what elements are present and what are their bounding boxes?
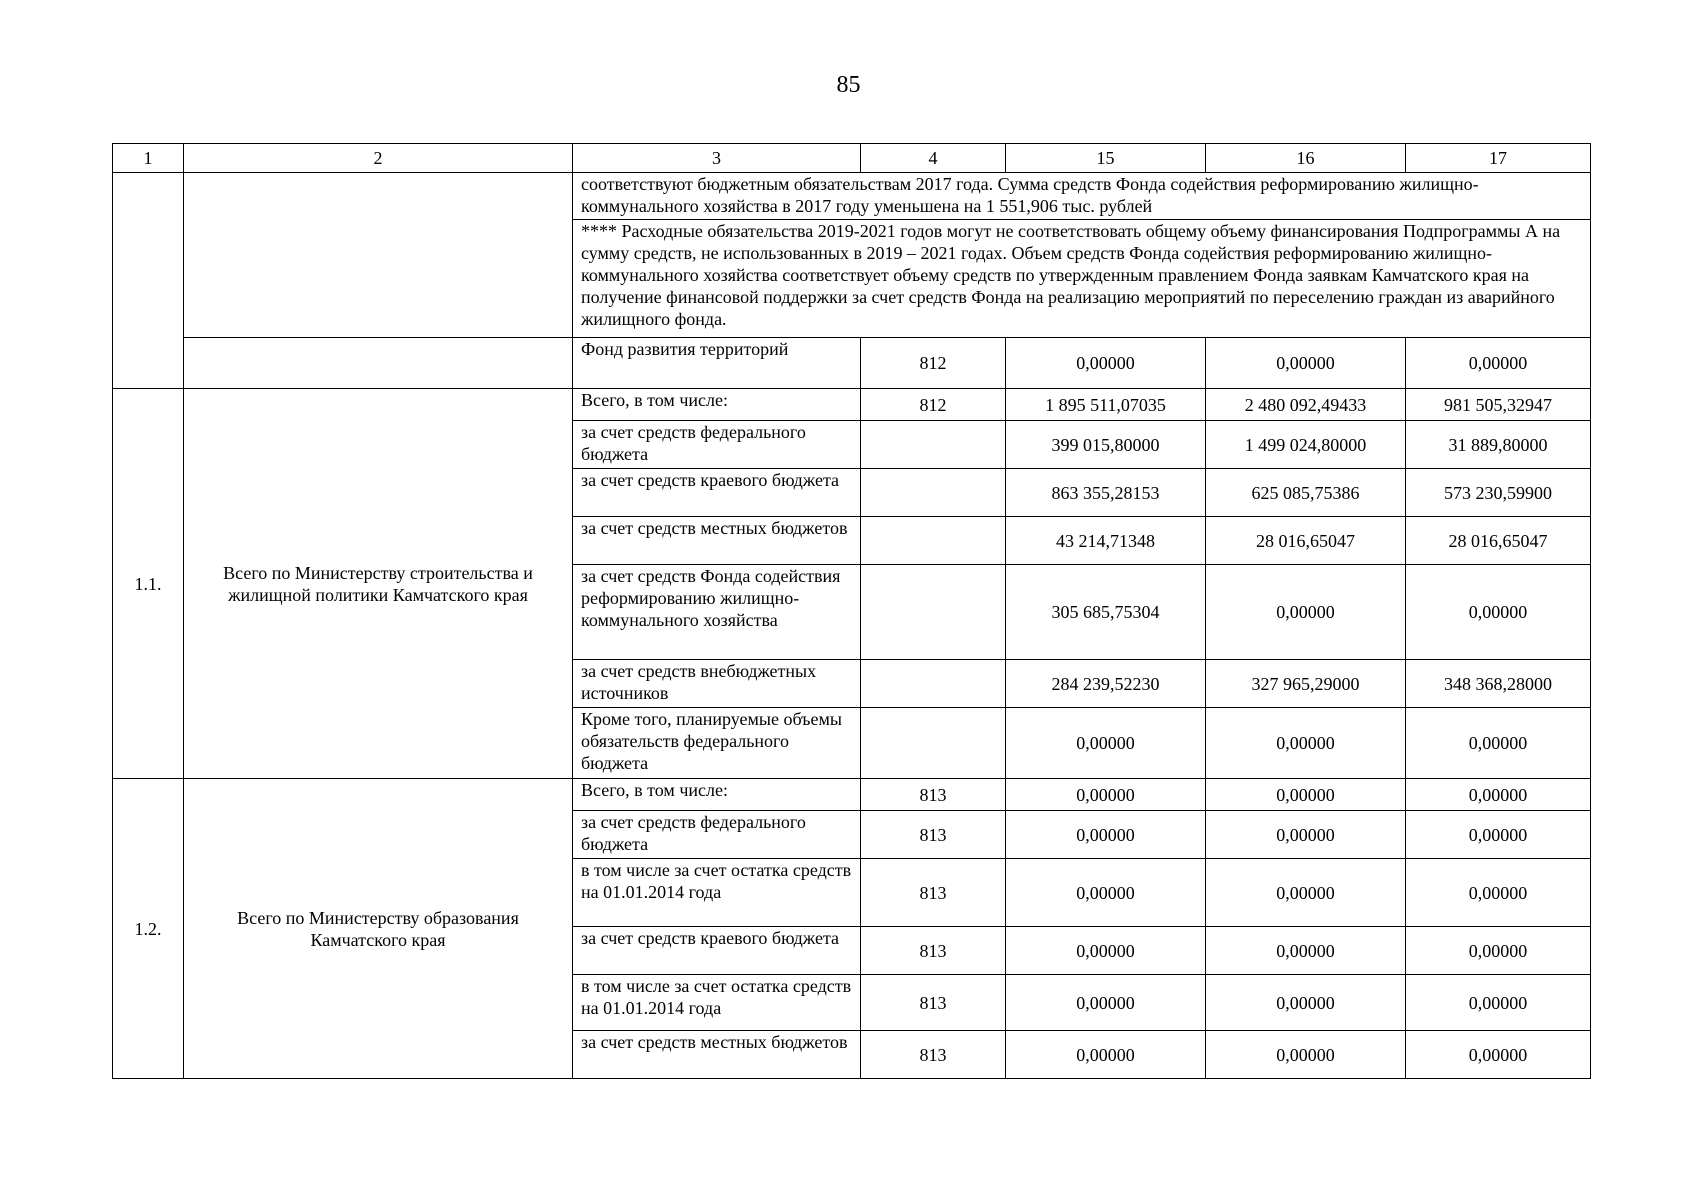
value-cell: 0,00000	[1206, 708, 1406, 779]
value-cell: 573 230,59900	[1406, 469, 1591, 517]
value-cell: 28 016,65047	[1206, 517, 1406, 565]
value-cell: 625 085,75386	[1206, 469, 1406, 517]
code-cell: 812	[861, 389, 1006, 421]
value-cell: 0,00000	[1206, 779, 1406, 811]
header-cell: 16	[1206, 144, 1406, 173]
row-label: в том числе за счет остатка средств на 01.01.2014 года	[573, 859, 861, 927]
row-label: Кроме того, планируемые объемы обязательств федерального бюджета	[573, 708, 861, 779]
value-cell: 43 214,71348	[1006, 517, 1206, 565]
value-cell: 0,00000	[1206, 975, 1406, 1031]
value-cell: 1 895 511,07035	[1006, 389, 1206, 421]
value-cell: 0,00000	[1206, 338, 1406, 389]
header-row	[113, 144, 1591, 173]
row-label: Всего, в том числе:	[573, 389, 861, 421]
value-cell: 981 505,32947	[1406, 389, 1591, 421]
code-cell: 813	[861, 1031, 1006, 1079]
value-cell: 0,00000	[1206, 1031, 1406, 1079]
value-cell: 0,00000	[1006, 338, 1206, 389]
header-cell: 3	[573, 144, 861, 173]
value-cell: 0,00000	[1406, 1031, 1591, 1079]
value-cell: 0,00000	[1006, 708, 1206, 779]
code-cell	[861, 421, 1006, 469]
code-cell: 813	[861, 927, 1006, 975]
code-cell: 813	[861, 811, 1006, 859]
value-cell: 0,00000	[1406, 811, 1591, 859]
value-cell: 348 368,28000	[1406, 660, 1591, 708]
code-cell: 813	[861, 859, 1006, 927]
fund-row	[113, 338, 1591, 389]
value-cell: 0,00000	[1206, 811, 1406, 859]
header-cell: 2	[184, 144, 573, 173]
code-cell	[861, 660, 1006, 708]
value-cell: 0,00000	[1406, 708, 1591, 779]
row-label: за счет средств местных бюджетов	[573, 517, 861, 565]
value-cell: 0,00000	[1206, 565, 1406, 660]
budget-table	[112, 143, 1591, 1079]
note-text: соответствуют бюджетным обязательствам 2017 года. Сумма средств Фонда содействия реформированию жилищно-коммунального хозяйства в 2017 году уменьшена на 1 551,906 тыс. рублей	[573, 173, 1591, 220]
value-cell: 0,00000	[1206, 927, 1406, 975]
note-row	[113, 173, 1591, 220]
value-cell: 2 480 092,49433	[1206, 389, 1406, 421]
row-label: за счет средств федерального бюджета	[573, 811, 861, 859]
row-label: за счет средств местных бюджетов	[573, 1031, 861, 1079]
value-cell: 0,00000	[1406, 779, 1591, 811]
note-text: **** Расходные обязательства 2019-2021 годов могут не соответствовать общему объему финансирования Подпрограммы А на сумму средств, не использованных в 2019 – 2021 годах. Объем средств Фонда содействия реформированию жилищно-коммунального хозяйства соответствует объему средств по утвержденным правлением Фонда заявкам Камчатского края на получение финансовой поддержки за счет средств Фонда на реализацию мероприятий по переселению граждан из аварийного жилищного фонда.	[573, 220, 1591, 338]
value-cell: 0,00000	[1406, 859, 1591, 927]
value-cell: 863 355,28153	[1006, 469, 1206, 517]
code-cell	[861, 565, 1006, 660]
empty-cell	[184, 338, 573, 389]
value-cell: 28 016,65047	[1406, 517, 1591, 565]
section-number: 1.2.	[113, 779, 184, 1079]
header-cell: 4	[861, 144, 1006, 173]
value-cell: 0,00000	[1006, 927, 1206, 975]
empty-cell	[184, 173, 573, 338]
value-cell: 1 499 024,80000	[1206, 421, 1406, 469]
code-cell	[861, 708, 1006, 779]
section-title: Всего по Министерству строительства и жилищной политики Камчатского края	[184, 389, 573, 779]
empty-cell	[113, 173, 184, 389]
value-cell: 0,00000	[1406, 338, 1591, 389]
value-cell: 0,00000	[1406, 927, 1591, 975]
header-cell: 15	[1006, 144, 1206, 173]
table-row	[113, 779, 1591, 811]
row-label: Всего, в том числе:	[573, 779, 861, 811]
row-label: Фонд развития территорий	[573, 338, 861, 389]
code-cell: 812	[861, 338, 1006, 389]
value-cell: 399 015,80000	[1006, 421, 1206, 469]
value-cell: 305 685,75304	[1006, 565, 1206, 660]
value-cell: 0,00000	[1006, 975, 1206, 1031]
code-cell	[861, 469, 1006, 517]
value-cell: 0,00000	[1206, 859, 1406, 927]
code-cell	[861, 517, 1006, 565]
code-cell: 813	[861, 975, 1006, 1031]
code-cell: 813	[861, 779, 1006, 811]
header-cell: 1	[113, 144, 184, 173]
row-label: в том числе за счет остатка средств на 01.01.2014 года	[573, 975, 861, 1031]
value-cell: 0,00000	[1006, 779, 1206, 811]
row-label: за счет средств федерального бюджета	[573, 421, 861, 469]
value-cell: 284 239,52230	[1006, 660, 1206, 708]
row-label: за счет средств Фонда содействия реформированию жилищно-коммунального хозяйства	[573, 565, 861, 660]
value-cell: 0,00000	[1006, 859, 1206, 927]
page-number: 85	[836, 72, 861, 98]
header-cell: 17	[1406, 144, 1591, 173]
value-cell: 0,00000	[1406, 975, 1591, 1031]
row-label: за счет средств внебюджетных источников	[573, 660, 861, 708]
value-cell: 327 965,29000	[1206, 660, 1406, 708]
table-row	[113, 389, 1591, 421]
section-number: 1.1.	[113, 389, 184, 779]
value-cell: 31 889,80000	[1406, 421, 1591, 469]
value-cell: 0,00000	[1006, 1031, 1206, 1079]
section-title: Всего по Министерству образования Камчатского края	[184, 779, 573, 1079]
value-cell: 0,00000	[1406, 565, 1591, 660]
value-cell: 0,00000	[1006, 811, 1206, 859]
row-label: за счет средств краевого бюджета	[573, 927, 861, 975]
row-label: за счет средств краевого бюджета	[573, 469, 861, 517]
